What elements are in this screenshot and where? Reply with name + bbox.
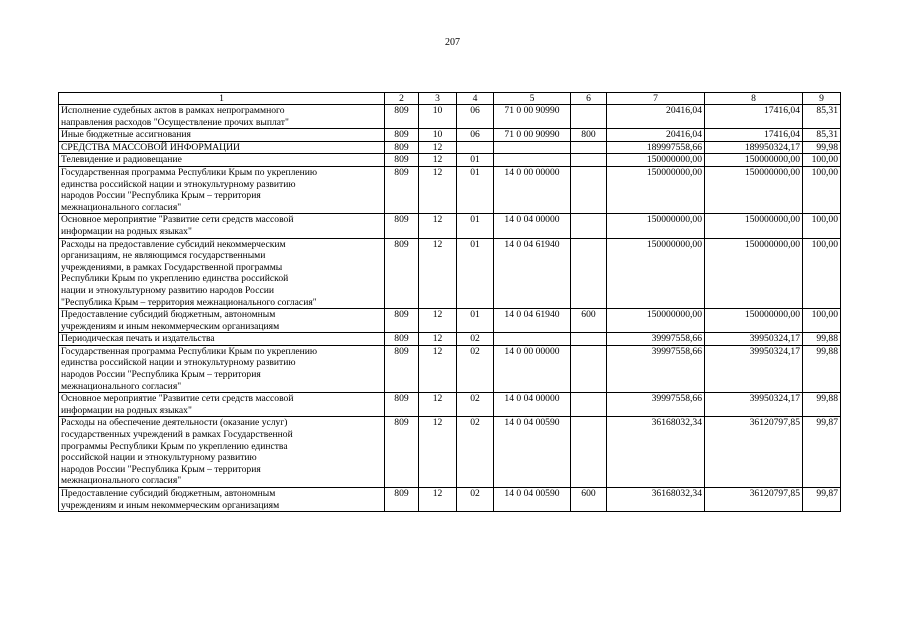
planned-amount-cell: 150000000,00 (607, 154, 705, 167)
column-header: 7 (607, 93, 705, 105)
row-name-cell: Иные бюджетные ассигнования (59, 129, 385, 142)
section-code-cell: 12 (419, 214, 457, 238)
section-code-cell: 12 (419, 345, 457, 392)
subsection-code-cell: 02 (457, 393, 494, 417)
table-row (59, 154, 841, 167)
planned-amount-cell: 189997558,66 (607, 141, 705, 154)
table-row (59, 309, 841, 333)
table-row (59, 333, 841, 346)
subsection-code-cell: 01 (457, 214, 494, 238)
admin-code-cell: 809 (385, 333, 419, 346)
expense-type-cell (571, 105, 607, 129)
executed-amount-cell: 150000000,00 (705, 154, 803, 167)
section-code-cell: 12 (419, 333, 457, 346)
budget-table (58, 92, 841, 512)
admin-code-cell: 809 (385, 417, 419, 488)
section-code-cell: 12 (419, 154, 457, 167)
row-name-cell: Исполнение судебных актов в рамках непрограммного направления расходов "Осуществление прочих выплат" (59, 105, 385, 129)
table-row (59, 345, 841, 392)
expense-type-cell (571, 141, 607, 154)
section-code-cell: 12 (419, 141, 457, 154)
execution-percent-cell: 85,31 (803, 129, 841, 142)
header-row (59, 93, 841, 105)
expense-type-cell: 600 (571, 309, 607, 333)
planned-amount-cell: 39997558,66 (607, 393, 705, 417)
subsection-code-cell: 01 (457, 309, 494, 333)
target-article-cell (494, 141, 571, 154)
target-article-cell (494, 154, 571, 167)
admin-code-cell: 809 (385, 105, 419, 129)
table-row (59, 129, 841, 142)
table-row (59, 105, 841, 129)
execution-percent-cell: 100,00 (803, 238, 841, 309)
executed-amount-cell: 150000000,00 (705, 238, 803, 309)
section-code-cell: 12 (419, 309, 457, 333)
admin-code-cell: 809 (385, 488, 419, 512)
row-name-cell: Расходы на обеспечение деятельности (оказание услуг) государственных учреждений в рамках Государственной программы Республики Крым по укреплению единства российской нации и этнокультурному развитию народов России "Республика Крым – территория межнационального согласия" (59, 417, 385, 488)
section-code-cell: 12 (419, 393, 457, 417)
section-code-cell: 12 (419, 488, 457, 512)
table-row (59, 393, 841, 417)
planned-amount-cell: 36168032,34 (607, 488, 705, 512)
row-name-cell: Основное мероприятие "Развитие сети средств массовой информации на родных языках" (59, 393, 385, 417)
expense-type-cell (571, 345, 607, 392)
target-article-cell: 14 0 00 00000 (494, 345, 571, 392)
planned-amount-cell: 39997558,66 (607, 333, 705, 346)
row-name-cell: Предоставление субсидий бюджетным, автономным учреждениям и иным некоммерческим организациям (59, 309, 385, 333)
row-name-cell: Основное мероприятие "Развитие сети средств массовой информации на родных языках" (59, 214, 385, 238)
expense-type-cell (571, 154, 607, 167)
execution-percent-cell: 99,88 (803, 333, 841, 346)
column-header: 5 (494, 93, 571, 105)
executed-amount-cell: 39950324,17 (705, 393, 803, 417)
table-body (59, 105, 841, 512)
admin-code-cell: 809 (385, 214, 419, 238)
section-code-cell: 10 (419, 129, 457, 142)
table-row (59, 488, 841, 512)
executed-amount-cell: 17416,04 (705, 105, 803, 129)
execution-percent-cell: 99,88 (803, 393, 841, 417)
subsection-code-cell: 06 (457, 105, 494, 129)
admin-code-cell: 809 (385, 393, 419, 417)
execution-percent-cell: 99,87 (803, 417, 841, 488)
table-row (59, 141, 841, 154)
execution-percent-cell: 99,98 (803, 141, 841, 154)
executed-amount-cell: 36120797,85 (705, 488, 803, 512)
planned-amount-cell: 39997558,66 (607, 345, 705, 392)
subsection-code-cell: 01 (457, 238, 494, 309)
expense-type-cell: 800 (571, 129, 607, 142)
column-header: 4 (457, 93, 494, 105)
column-header: 1 (59, 93, 385, 105)
admin-code-cell: 809 (385, 154, 419, 167)
column-header: 6 (571, 93, 607, 105)
admin-code-cell: 809 (385, 129, 419, 142)
execution-percent-cell: 100,00 (803, 309, 841, 333)
expense-type-cell: 600 (571, 488, 607, 512)
expense-type-cell (571, 238, 607, 309)
subsection-code-cell: 02 (457, 345, 494, 392)
expense-type-cell (571, 417, 607, 488)
admin-code-cell: 809 (385, 141, 419, 154)
row-name-cell: СРЕДСТВА МАССОВОЙ ИНФОРМАЦИИ (59, 141, 385, 154)
planned-amount-cell: 150000000,00 (607, 309, 705, 333)
row-name-cell: Государственная программа Республики Крым по укреплению единства российской нации и этнокультурному развитию народов России "Республика Крым – территория межнационального согласия" (59, 166, 385, 213)
subsection-code-cell: 02 (457, 488, 494, 512)
planned-amount-cell: 20416,04 (607, 129, 705, 142)
target-article-cell: 71 0 00 90990 (494, 105, 571, 129)
column-header: 3 (419, 93, 457, 105)
target-article-cell: 14 0 04 00590 (494, 488, 571, 512)
execution-percent-cell: 100,00 (803, 166, 841, 213)
target-article-cell: 14 0 04 00590 (494, 417, 571, 488)
expense-type-cell (571, 166, 607, 213)
table-row (59, 238, 841, 309)
expense-type-cell (571, 333, 607, 346)
column-header: 2 (385, 93, 419, 105)
target-article-cell: 14 0 04 00000 (494, 214, 571, 238)
executed-amount-cell: 189950324,17 (705, 141, 803, 154)
execution-percent-cell: 99,87 (803, 488, 841, 512)
row-name-cell: Государственная программа Республики Крым по укреплению единства российской нации и этнокультурному развитию народов России "Республика Крым – территория межнационального согласия" (59, 345, 385, 392)
executed-amount-cell: 150000000,00 (705, 309, 803, 333)
executed-amount-cell: 150000000,00 (705, 166, 803, 213)
executed-amount-cell: 39950324,17 (705, 333, 803, 346)
subsection-code-cell: 01 (457, 166, 494, 213)
planned-amount-cell: 36168032,34 (607, 417, 705, 488)
column-header: 9 (803, 93, 841, 105)
execution-percent-cell: 85,31 (803, 105, 841, 129)
row-name-cell: Расходы на предоставление субсидий некоммерческим организациям, не являющимся государственными учреждениями, в рамках Государственной программы Республики Крым по укреплению единства российской нации и этнокультурному развитию народов России "Республика Крым – территория межнационального согласия" (59, 238, 385, 309)
row-name-cell: Предоставление субсидий бюджетным, автономным учреждениям и иным некоммерческим организациям (59, 488, 385, 512)
target-article-cell: 14 0 04 61940 (494, 309, 571, 333)
column-header: 8 (705, 93, 803, 105)
table-row (59, 417, 841, 488)
planned-amount-cell: 150000000,00 (607, 238, 705, 309)
row-name-cell: Телевидение и радиовещание (59, 154, 385, 167)
executed-amount-cell: 150000000,00 (705, 214, 803, 238)
target-article-cell (494, 333, 571, 346)
target-article-cell: 14 0 04 00000 (494, 393, 571, 417)
subsection-code-cell (457, 141, 494, 154)
planned-amount-cell: 20416,04 (607, 105, 705, 129)
subsection-code-cell: 02 (457, 417, 494, 488)
planned-amount-cell: 150000000,00 (607, 214, 705, 238)
executed-amount-cell: 39950324,17 (705, 345, 803, 392)
executed-amount-cell: 36120797,85 (705, 417, 803, 488)
expense-type-cell (571, 214, 607, 238)
target-article-cell: 14 0 00 00000 (494, 166, 571, 213)
admin-code-cell: 809 (385, 238, 419, 309)
execution-percent-cell: 99,88 (803, 345, 841, 392)
execution-percent-cell: 100,00 (803, 214, 841, 238)
section-code-cell: 12 (419, 238, 457, 309)
table-row (59, 166, 841, 213)
subsection-code-cell: 06 (457, 129, 494, 142)
section-code-cell: 10 (419, 105, 457, 129)
admin-code-cell: 809 (385, 345, 419, 392)
admin-code-cell: 809 (385, 309, 419, 333)
expense-type-cell (571, 393, 607, 417)
target-article-cell: 71 0 00 90990 (494, 129, 571, 142)
row-name-cell: Периодическая печать и издательства (59, 333, 385, 346)
section-code-cell: 12 (419, 417, 457, 488)
admin-code-cell: 809 (385, 166, 419, 213)
page-number: 207 (445, 37, 460, 48)
subsection-code-cell: 02 (457, 333, 494, 346)
subsection-code-cell: 01 (457, 154, 494, 167)
planned-amount-cell: 150000000,00 (607, 166, 705, 213)
target-article-cell: 14 0 04 61940 (494, 238, 571, 309)
executed-amount-cell: 17416,04 (705, 129, 803, 142)
table-row (59, 214, 841, 238)
section-code-cell: 12 (419, 166, 457, 213)
execution-percent-cell: 100,00 (803, 154, 841, 167)
